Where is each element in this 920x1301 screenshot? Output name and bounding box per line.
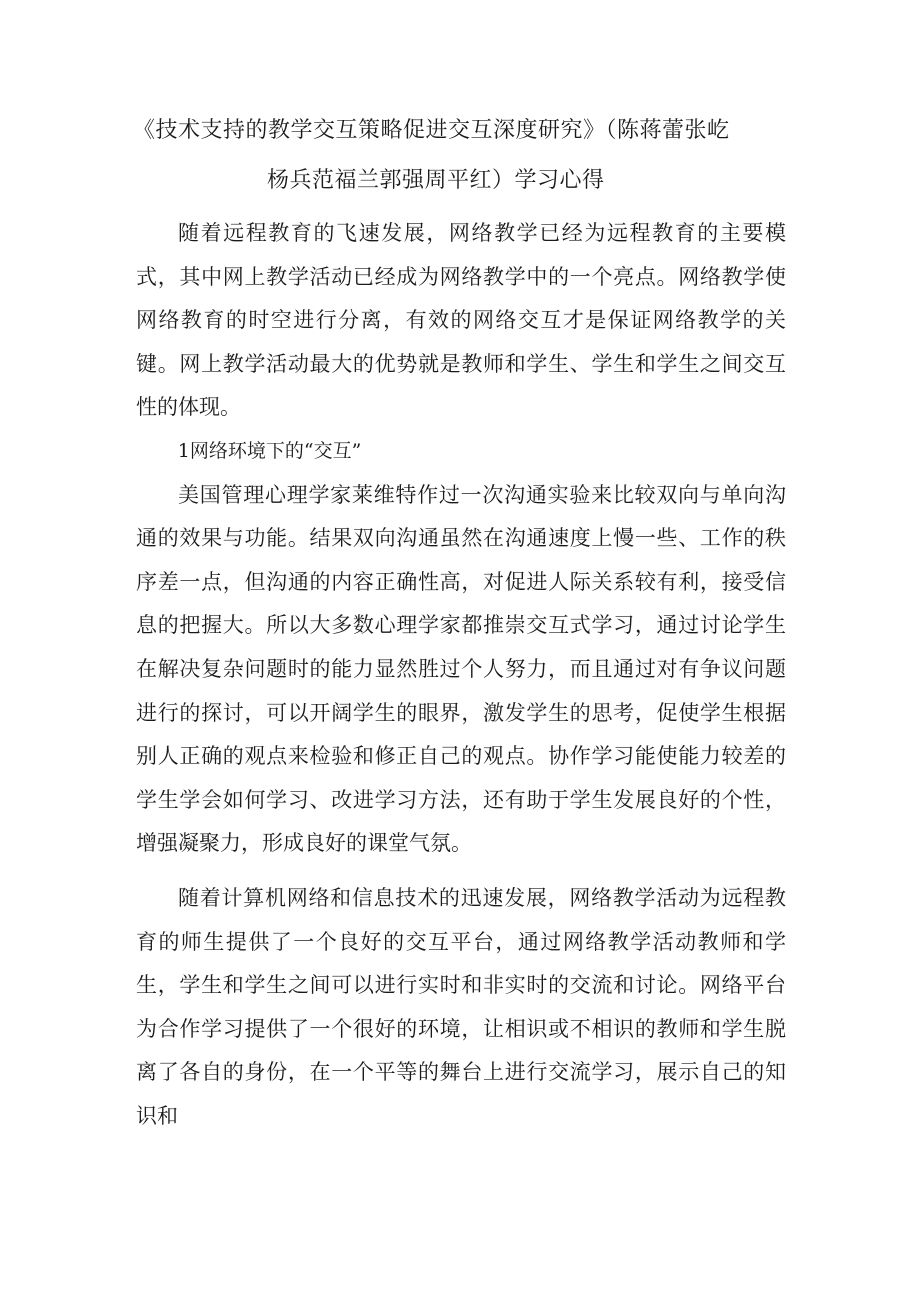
paragraph-network-platform: 随着计算机网络和信息技术的迅速发展，网络教学活动为远程教育的师生提供了一个良好的交互平台，通过网络教学活动教师和学生，学生和学生之间可以进行实时和非实时的交流和讨论。网络平台为合作学习提供了一个很好的环境，让相识或不相识的教师和学生脱离了各自的身份，在一个平等的舞台上进行交流学习，展示自己的知识和 — [136, 885, 786, 1128]
section-heading: 1网络环境下的“交互” — [177, 439, 362, 462]
document-title-line-2: 杨兵范福兰郭强周平红）学习心得 — [267, 168, 605, 193]
document-title-line-1: 《技术支持的教学交互策略促进交互深度研究》（陈蒋蕾张屹 — [133, 118, 730, 143]
paragraph-intro: 随着远程教育的飞速发展，网络教学已经为远程教育的主要模式，其中网上教学活动已经成为网络教学中的一个亮点。网络教学使网络教育的时空进行分离，有效的网络交互才是保证网络教学的关键。网上教学活动最大的优势就是教师和学生、学生和学生之间交互性的体现。 — [136, 221, 786, 420]
document-body — [136, 212, 786, 1138]
paragraph-gap — [136, 866, 786, 877]
paragraph-experiment: 美国管理心理学家莱维特作过一次沟通实验来比较双向与单向沟通的效果与功能。结果双向沟通虽然在沟通速度上慢一些、工作的秩序差一点，但沟通的内容正确性高，对促进人际关系较有利，接受信息的把握大。所以大多数心理学家都推崇交互式学习，通过讨论学生在解决复杂问题时的能力显然胜过个人努力，而且通过对有争议问题进行的探讨，可以开阔学生的眼界，激发学生的思考，促使学生根据别人正确的观点来检验和修正自己的观点。协作学习能使能力较差的学生学会如何学习、改进学习方法，还有助于学生发展良好的个性，增强凝聚力，形成良好的课堂气氛。 — [136, 482, 786, 856]
